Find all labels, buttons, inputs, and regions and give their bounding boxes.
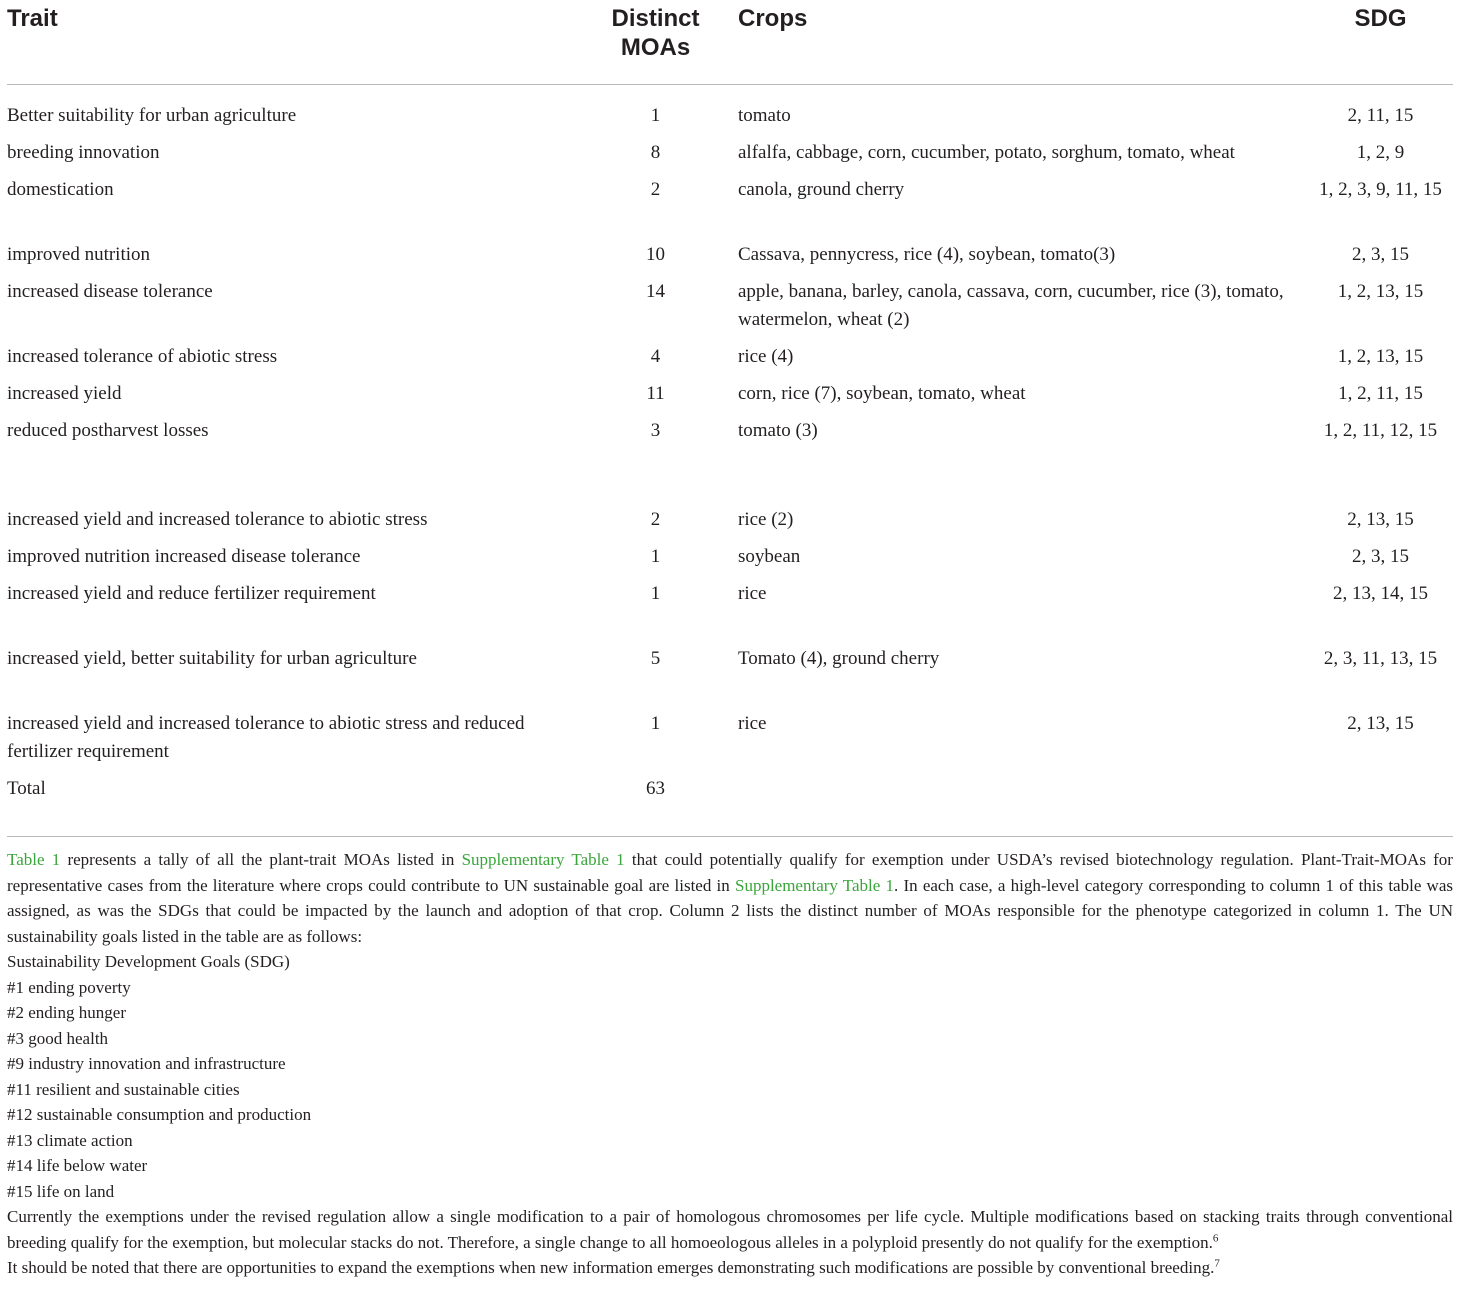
footnote-paragraph-expand: It should be noted that there are opportunities to expand the exemptions when new information emerges demonstrating such modifications are possible by conventional breeding.$^7$ <box>7 1257 1220 1277</box>
cell-sdg: 1, 2, 13, 15 <box>1337 346 1424 367</box>
cell-trait: increased yield <box>7 383 122 404</box>
cell-moa: 1 <box>650 713 661 734</box>
header-sdg: SDG <box>1308 0 1453 85</box>
cell-sdg: 2, 13, 15 <box>1347 713 1414 734</box>
table-1-link[interactable]: Table 1 <box>7 850 61 869</box>
header-crops: Crops <box>714 0 1308 85</box>
cell-sdg: 1, 2, 3, 9, 11, 15 <box>1319 179 1442 200</box>
cell-sdg: 2, 3, 11, 13, 15 <box>1323 648 1438 669</box>
cell-moa: 1 <box>650 105 661 126</box>
sdg-title: Sustainability Development Goals (SDG) <box>7 952 290 971</box>
sdg-goal: #1 ending poverty <box>7 977 131 997</box>
table-container <box>7 0 1453 812</box>
supplementary-table-link[interactable]: Supplementary Table 1 <box>734 875 895 895</box>
table-row <box>7 380 1453 417</box>
cell-trait: increased tolerance of abiotic stress <box>7 346 278 367</box>
table-row <box>7 278 1453 343</box>
table-row <box>7 85 1453 140</box>
cell-trait: breeding innovation <box>7 142 160 163</box>
footnote-paragraph-exemptions: Currently the exemptions under the revised regulation allow a single modification to a pair of homologous chromosomes per life cycle. Multiple modifications based on stacking traits through conventional breeding qualify for the exemption, but molecular stacks do not. Therefore, a single change to all homoeologous alleles in a polyploid presently do not qualify for the exemption.$^6$ <box>7 1207 1453 1252</box>
table-row <box>7 176 1453 241</box>
cell-crops: apple, banana, barley, canola, cassava, corn, cucumber, rice (3), tomato, watermelon, wheat (2) <box>738 281 1284 330</box>
sdg-goal: #15 life on land <box>7 1181 115 1201</box>
cell-crops: Cassava, pennycress, rice (4), soybean, tomato(3) <box>738 244 1116 265</box>
cell-crops: Tomato (4), ground cherry <box>738 648 940 669</box>
sdg-goal: #3 good health <box>7 1028 109 1048</box>
cell-trait: reduced postharvest losses <box>7 420 209 441</box>
table-row <box>7 710 1453 775</box>
sdg-goal: #13 climate action <box>7 1130 133 1150</box>
reference-7[interactable]: 7 <box>1214 1257 1220 1270</box>
sdg-goal: #2 ending hunger <box>7 1003 126 1022</box>
cell-moa: 1 <box>650 583 661 604</box>
cell-trait: improved nutrition increased disease tolerance <box>7 546 361 567</box>
cell-moa: 1 <box>650 546 661 567</box>
cell-trait: increased disease tolerance <box>7 281 213 302</box>
cell-trait: increased yield and reduce fertilizer requirement <box>7 583 376 604</box>
sdg-goal: #9 industry innovation and infrastructure <box>7 1054 286 1073</box>
cell-crops: rice (4) <box>738 346 794 367</box>
cell-trait: improved nutrition <box>7 244 151 265</box>
reference-6[interactable]: 6 <box>1212 1231 1219 1244</box>
header-moa: Distinct MOAs <box>597 0 714 85</box>
supplementary-table-link[interactable]: Supplementary Table 1 <box>461 850 625 869</box>
total-moa: 63 <box>646 778 665 799</box>
cell-trait: Better suitability for urban agriculture <box>7 105 297 126</box>
cell-sdg: 1, 2, 9 <box>1356 142 1405 163</box>
cell-trait: increased yield and increased tolerance to abiotic stress <box>7 509 428 530</box>
cell-moa: 2 <box>650 179 661 200</box>
total-label: Total <box>7 778 46 799</box>
table-row <box>7 580 1453 645</box>
cell-moa: 3 <box>650 420 661 441</box>
cell-crops: rice <box>738 713 767 734</box>
cell-sdg: 2, 3, 15 <box>1352 244 1409 265</box>
total-row <box>7 775 1453 812</box>
cell-sdg: 2, 13, 14, 15 <box>1333 583 1428 604</box>
cell-sdg: 1, 2, 11, 12, 15 <box>1323 420 1438 441</box>
sdg-goal: #12 sustainable consumption and production <box>7 1105 312 1124</box>
cell-crops: corn, rice (7), soybean, tomato, wheat <box>738 383 1026 404</box>
cell-trait: domestication <box>7 179 114 200</box>
cell-moa: 5 <box>650 648 661 669</box>
cell-moa: 10 <box>646 244 665 265</box>
cell-moa: 8 <box>650 142 661 163</box>
table-row <box>7 139 1453 176</box>
sdg-goal: #11 resilient and sustainable cities <box>7 1079 240 1099</box>
cell-sdg: 1, 2, 11, 15 <box>1338 383 1423 404</box>
cell-crops: tomato <box>738 105 791 126</box>
cell-sdg: 2, 11, 15 <box>1347 105 1414 126</box>
header-row <box>7 0 1453 85</box>
cell-trait: increased yield and increased tolerance to abiotic stress and reduced fertilizer requirement <box>7 713 525 762</box>
table-footnote <box>7 836 1453 1281</box>
table-spacer-row <box>7 482 1453 506</box>
cell-sdg: 2, 3, 15 <box>1352 546 1409 567</box>
table-row <box>7 543 1453 580</box>
cell-crops: canola, ground cherry <box>738 179 905 200</box>
cell-crops: rice <box>738 583 767 604</box>
cell-crops: alfalfa, cabbage, corn, cucumber, potato, sorghum, tomato, wheat <box>738 142 1235 163</box>
cell-crops: soybean <box>738 546 801 567</box>
sdg-goal: #14 life below water <box>7 1156 148 1175</box>
cell-trait: increased yield, better suitability for urban agriculture <box>7 648 417 669</box>
cell-moa: 14 <box>646 281 665 302</box>
footnote-intro: Table 1 represents a tally of all the plant-trait MOAs listed in Supplementary Table 1 that could potentially qualify for exemption under USDA’s revised biotechnology regulation. Plant-Trait-MOAs for representative cases from the literature where crops could contribute to UN sustainable goal are listed in Supplementary Table 1. In each case, a high-level category corresponding to column 1 of this table was assigned, as was the SDGs that could be impacted by the launch and adoption of that crop. Column 2 lists the distinct number of MOAs responsible for the phenotype categorized in column 1. The UN sustainability goals listed in the table are as follows: <box>7 850 1453 946</box>
header-trait: Trait <box>7 0 597 85</box>
trait-table <box>7 0 1453 812</box>
cell-crops: tomato (3) <box>738 420 818 441</box>
table-row <box>7 417 1453 482</box>
cell-crops: rice (2) <box>738 509 794 530</box>
table-row <box>7 343 1453 380</box>
table-row <box>7 645 1453 710</box>
cell-sdg: 2, 13, 15 <box>1347 509 1414 530</box>
cell-moa: 11 <box>646 383 665 404</box>
table-row <box>7 506 1453 543</box>
table-row <box>7 241 1453 278</box>
cell-moa: 2 <box>650 509 661 530</box>
cell-moa: 4 <box>650 346 661 367</box>
cell-sdg: 1, 2, 13, 15 <box>1337 281 1424 302</box>
